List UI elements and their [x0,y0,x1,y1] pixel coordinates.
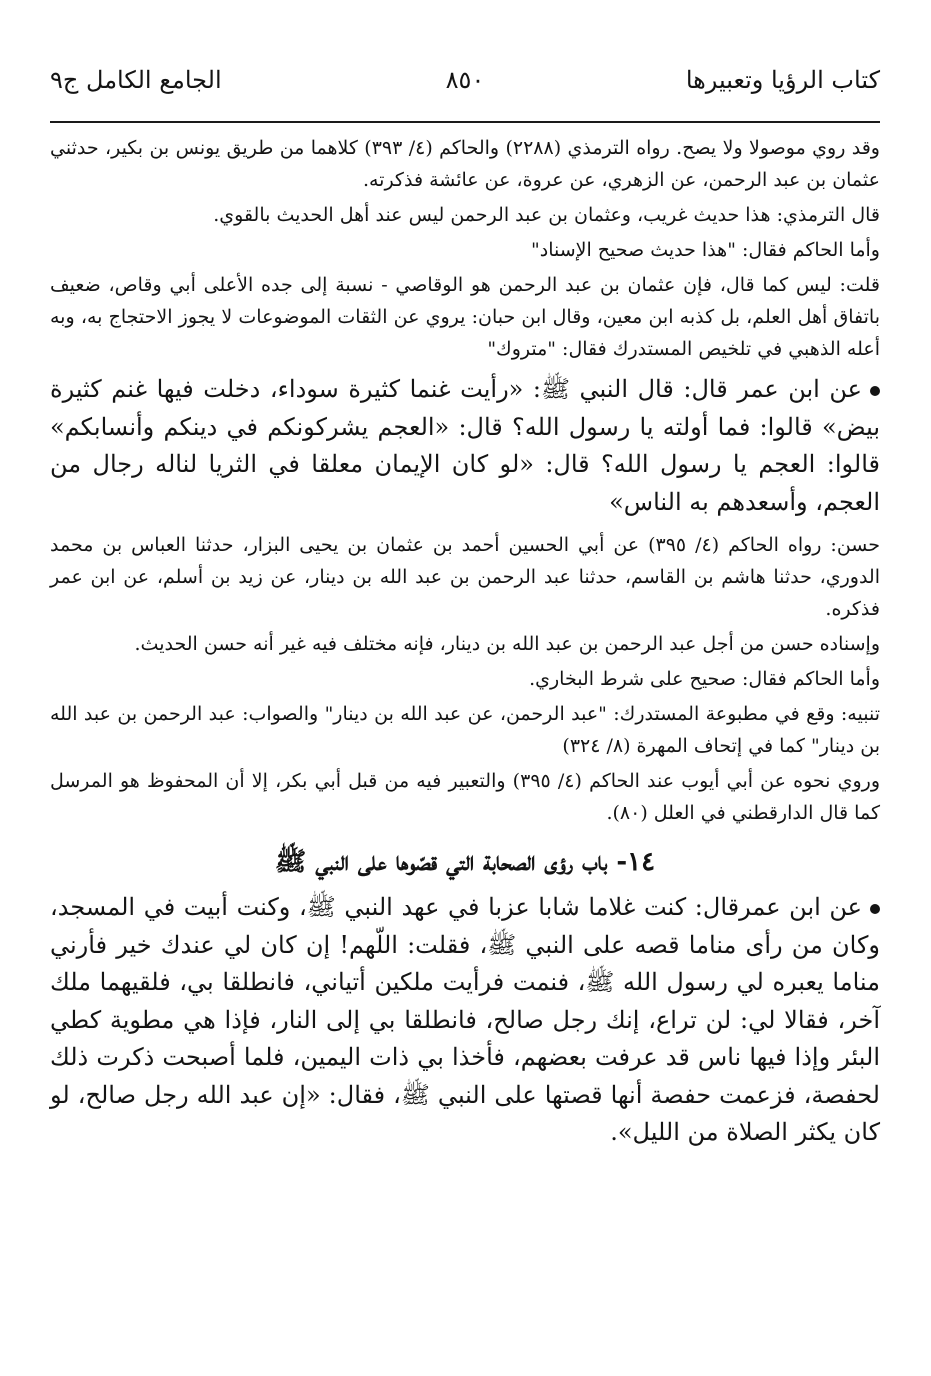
paragraph-9: تنبيه: وقع في مطبوعة المستدرك: "عبد الرحمن، عن عبد الله بن دينار" والصواب: عبد الرحمن بن عبد الله بن دينار" كما في إتحاف المهرة (٨/ ٣٢٤) [50,703,880,757]
hadith-2 [50,889,880,1152]
paragraph-4: قلت: ليس كما قال، فإن عثمان بن عبد الرحمن هو الوقاصي - نسبة إلى جده الأعلى أبي وقاص، ضعيف باتفاق أهل العلم، بل كذبه ابن معين، وقال ابن حبان: يروي عن الثقات الموضوعات لا يجوز الاحتجاج به، وبه أعله الذهبي في تلخيص المستدرك فقال: "متروك" [50,274,880,360]
paragraph-8: وأما الحاكم فقال: صحيح على شرط البخاري. [529,668,880,690]
running-title-book: كتاب الرؤيا وتعبيرها [685,66,880,94]
hadith-1-text: عن ابن عمر قال: قال النبي ﷺ: «رأيت غنما كثيرة سوداء، دخلت فيها غنم كثيرة بيض» قالوا: فما أولته يا رسول الله؟ قال: «العجم يشركونكم في دينكم وأنسابكم» قالوا: العجم يا رسول الله؟ قال: «لو كان الإيمان معلقا في الثريا لناله رجال من العجم، وأسعدهم به الناس» [50,375,880,516]
paragraph-6: حسن: رواه الحاكم (٤/ ٣٩٥) عن أبي الحسين أحمد بن عثمان بن يحيى البزار، حدثنا العباس بن محمد الدوري، حدثنا هاشم بن القاسم، حدثنا عبد الرحمن بن عبد الله بن دينار، عن زيد بن أسلم، عن ابن عمر فذكره. [50,534,880,620]
running-title-volume: الجامع الكامل ج٩ [50,66,222,94]
bullet-icon [870,904,880,914]
paragraph-2: قال الترمذي: هذا حديث غريب، وعثمان بن عبد الرحمن ليس عند أهل الحديث بالقوي. [213,204,880,226]
paragraph-1: وقد روي موصولا ولا يصح. رواه الترمذي (٢٢٨٨) والحاكم (٤/ ٣٩٣) كلاهما من طريق يونس بن بكير، حدثني عثمان بن عبد الرحمن، عن الزهري، عن عروة، عن عائشة فذكرته. [50,137,880,191]
book-page [50,0,880,1376]
paragraph-3: وأما الحاكم فقال: "هذا حديث صحيح الإسناد" [531,239,880,261]
paragraph-7: وإسناده حسن من أجل عبد الرحمن بن عبد الله بن دينار، فإنه مختلف فيه غير أنه حسن الحديث. [134,633,880,655]
chapter-heading: ١٤- باب رؤى الصحابة التي قصّوها على النبي ﷺ [274,847,656,877]
page-body [50,132,880,1152]
hadith-1 [50,371,880,521]
paragraph-10: وروي نحوه عن أبي أيوب عند الحاكم (٤/ ٣٩٥) والتعبير فيه من قبل أبي بكر، إلا أن المحفوظ هو المرسل كما قال الدارقطني في العلل (٨٠). [50,770,880,824]
bullet-icon [870,386,880,396]
page-number: ٨٥٠ [445,66,485,94]
page-header [50,66,880,108]
header-rule [50,121,880,123]
hadith-2-text: عن ابن عمرقال: كنت غلاما شابا عزبا في عهد النبي ﷺ، وكنت أبيت في المسجد، وكان من رأى مناما قصه على النبي ﷺ، فقلت: اللّهم! إن كان لي عندك خير فأرني مناما يعبره لي رسول الله ﷺ، فنمت فرأيت ملكين أتياني، فانطلقا بي، فلقيهما ملك آخر، فقالا لي: لن تراع، إنك رجل صالح، فانطلقا بي إلى النار، فإذا هي مطوية كطي البئر وإذا فيها ناس قد عرفت بعضهم، فأخذا بي ذات اليمين، فلما أصبحت ذكرت ذلك لحفصة، فزعمت حفصة أنها قصتها على النبي ﷺ، فقال: «إن عبد الله رجل صالح، لو كان يكثر الصلاة من الليل». [50,893,880,1146]
